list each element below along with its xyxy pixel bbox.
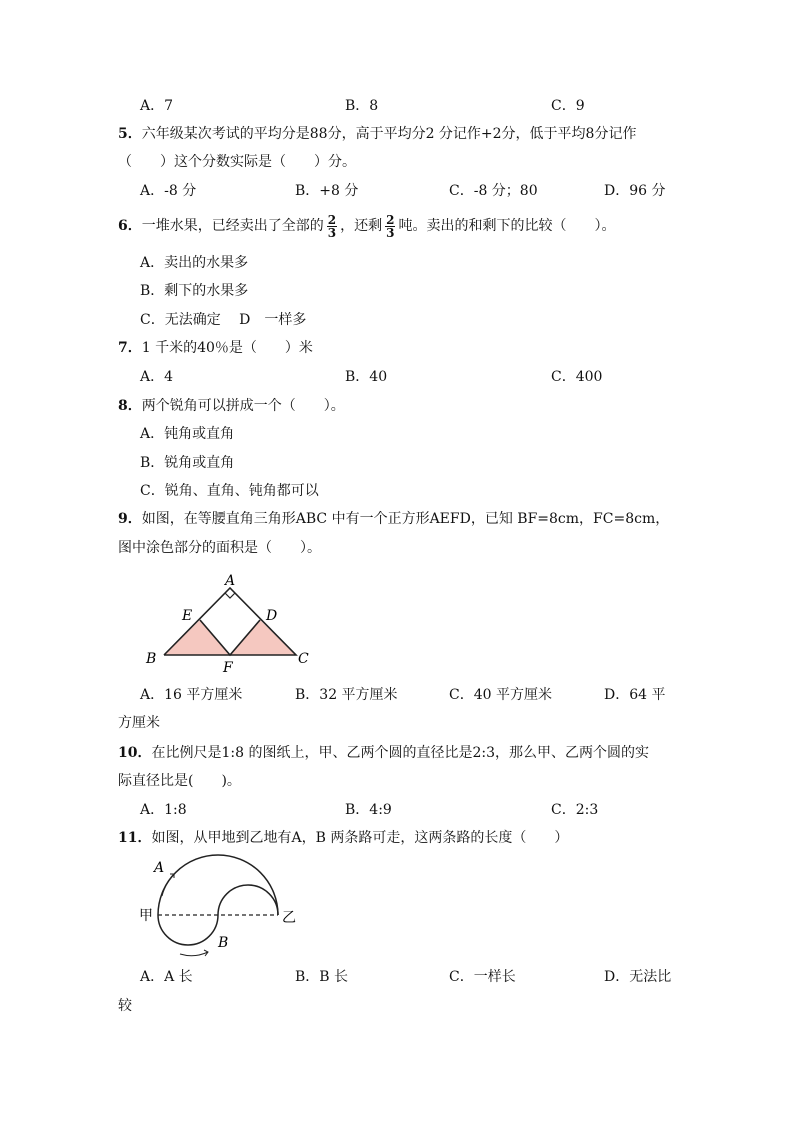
q9-option-c: C．40 平方厘米 — [449, 687, 552, 703]
question-10 — [118, 743, 649, 763]
question-text: 在比例尺是1:8 的图纸上，甲、乙两个圆的直径比是2:3，那么甲、乙两个圆的实 — [151, 745, 649, 761]
label-c: C — [298, 651, 309, 667]
question-number: 6． — [118, 218, 142, 234]
q7-option-c: C．400 — [551, 369, 603, 385]
question-5-line2: （ ）这个分数实际是（ ）分。 — [118, 154, 356, 170]
q9-option-d: D．64 平 — [604, 687, 666, 703]
question-11 — [118, 828, 568, 848]
question-text-c: 吨。卖出的和剩下的比较（ ）。 — [398, 218, 616, 234]
question-number: 8． — [118, 398, 142, 414]
route-figure — [132, 852, 307, 957]
question-number: 9． — [118, 511, 142, 527]
label-route-b: B — [218, 935, 229, 951]
q7-option-b: B．40 — [345, 369, 388, 385]
q8-option-b: B．锐角或直角 — [140, 455, 235, 471]
route-b-upper-path — [218, 885, 278, 915]
q8-option-c: C．锐角、直角、钝角都可以 — [140, 483, 319, 499]
label-d: D — [266, 608, 278, 624]
q6-option-b: B．剩下的水果多 — [140, 283, 249, 299]
question-8 — [118, 396, 345, 416]
q11-option-d-wrap: 较 — [118, 998, 132, 1014]
question-number: 5． — [118, 126, 142, 142]
question-10-line2: 际直径比是( )。 — [118, 773, 241, 789]
option-b: B．8 — [345, 98, 379, 114]
q10-option-c: C．2:3 — [551, 802, 599, 818]
question-number: 11． — [118, 830, 152, 846]
q6-option-c: C．无法确定 D 一样多 — [140, 312, 307, 328]
question-number: 7． — [118, 340, 142, 356]
fraction-1: $\frac{2}{3}$ — [327, 212, 337, 240]
option-a: A．7 — [140, 98, 174, 114]
q11-option-d: D．无法比 — [604, 969, 672, 985]
triangle-figure — [140, 568, 330, 678]
question-text: 1 千米的40％是（ ）米 — [141, 340, 313, 356]
question-text-a: 一堆水果，已经卖出了全部的 — [141, 218, 324, 234]
shaded-triangle-left — [164, 620, 230, 655]
fraction-2: $\frac{2}{3}$ — [386, 212, 395, 240]
question-text: 六年级某次考试的平均分是88分，高于平均分2 分记作+2分，低于平均8分记作 — [141, 126, 637, 142]
question-9 — [118, 509, 669, 529]
q11-option-c: C．一样长 — [449, 969, 516, 985]
q10-option-a: A．1:8 — [140, 802, 187, 818]
question-text: 两个锐角可以拼成一个（ ）。 — [141, 398, 345, 414]
q11-option-a: A．A 长 — [140, 969, 193, 985]
q5-option-b: B．+8 分 — [295, 183, 359, 199]
option-c: C．9 — [551, 98, 585, 114]
q10-option-b: B．4:9 — [345, 802, 392, 818]
label-end: 乙 — [282, 910, 296, 926]
q5-option-a: A．-8 分 — [140, 183, 197, 199]
q7-option-a: A．4 — [140, 369, 174, 385]
label-e: E — [182, 608, 193, 624]
q5-option-c: C．-8 分；80 — [449, 183, 538, 199]
question-number: 10． — [118, 745, 152, 761]
question-9-line2: 图中涂色部分的面积是（ ）。 — [118, 540, 321, 556]
q9-option-b: B．32 平方厘米 — [295, 687, 398, 703]
question-7 — [118, 338, 313, 358]
q8-option-a: A．钝角或直角 — [140, 426, 235, 442]
route-a-path — [158, 855, 278, 915]
label-f: F — [223, 660, 233, 676]
q5-option-d: D．96 分 — [604, 183, 666, 199]
question-text-b: ，还剩 — [340, 218, 383, 234]
question-text: 如图，从甲地到乙地有A，B 两条路可走，这两条路的长度（ ） — [151, 830, 569, 846]
q9-option-a: A．16 平方厘米 — [140, 687, 243, 703]
question-6 — [118, 210, 615, 242]
label-start: 甲 — [139, 908, 153, 924]
q11-option-b: B．B 长 — [295, 969, 349, 985]
label-route-a: A — [154, 860, 165, 876]
q6-option-a: A．卖出的水果多 — [140, 255, 249, 271]
route-b-lower-path — [158, 915, 218, 945]
arrow-b — [180, 952, 208, 956]
right-angle-mark — [225, 593, 235, 598]
question-text: 如图，在等腰直角三角形ABC 中有一个正方形AEFD，已知 BF=8cm，FC=8cm， — [141, 511, 670, 527]
question-5 — [118, 124, 636, 144]
q9-option-d-wrap: 方厘米 — [118, 715, 160, 731]
label-a: A — [225, 573, 236, 589]
label-b: B — [146, 651, 157, 667]
shaded-triangle-right — [230, 620, 296, 655]
